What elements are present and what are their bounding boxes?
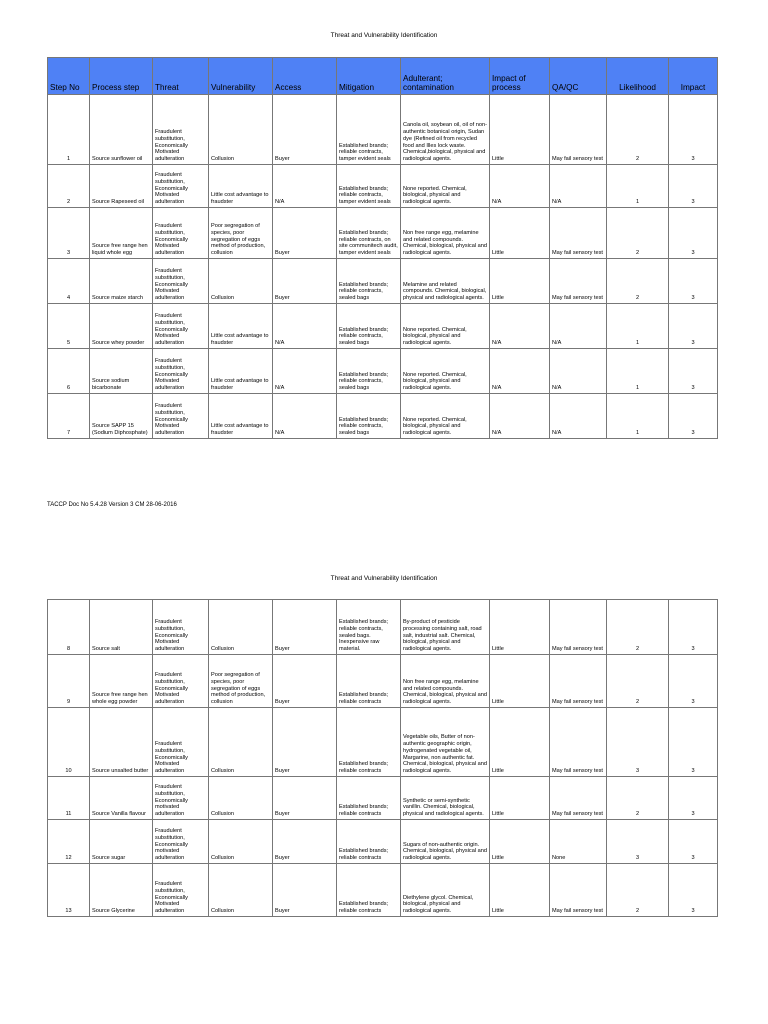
impact-of-process-cell: N/A	[490, 349, 550, 394]
adulterant-cell: Non free range egg, melamine and related compounds. Chemical, biological, physical and radiological agents.	[401, 208, 490, 259]
access-cell: Buyer	[273, 864, 337, 917]
impact-cell: 3	[669, 777, 718, 820]
qaqc-cell: May fail sensory test	[550, 259, 607, 304]
qaqc-cell: May fail sensory test	[550, 777, 607, 820]
mitigation-cell: Established brands; reliable contracts, tamper evident seals	[337, 165, 401, 208]
vulnerability-cell: Little cost advantage to fraudster	[209, 304, 273, 349]
likelihood-cell: 2	[607, 95, 669, 165]
threat-cell: Fraudulent substitution, Economically motivated adulteration	[153, 820, 209, 864]
threat-cell: Fraudulent substitution, Economically Motivated adulteration	[153, 95, 209, 165]
likelihood-cell: 1	[607, 394, 669, 439]
process-step-cell: Source free range hen liquid whole egg	[90, 208, 153, 259]
qaqc-cell: N/A	[550, 165, 607, 208]
table-row	[48, 349, 718, 394]
access-cell: Buyer	[273, 708, 337, 777]
process-step-cell: Source sodium bicarbonate	[90, 349, 153, 394]
access-cell: Buyer	[273, 208, 337, 259]
likelihood-cell: 2	[607, 864, 669, 917]
table-row	[48, 259, 718, 304]
step-no-cell: 5	[48, 304, 90, 349]
access-cell: Buyer	[273, 95, 337, 165]
qaqc-cell: N/A	[550, 304, 607, 349]
vulnerability-cell: Little cost advantage to fraudster	[209, 165, 273, 208]
threat-cell: Fraudulent substitution, Economically motivated adulteration	[153, 777, 209, 820]
threat-cell: Fraudulent substitution, Economically Motivated adulteration	[153, 259, 209, 304]
adulterant-cell: None reported. Chemical, biological, physical and radiological agents.	[401, 394, 490, 439]
vulnerability-cell: Collusion	[209, 820, 273, 864]
impact-of-process-cell: Little	[490, 600, 550, 655]
step-no-cell: 7	[48, 394, 90, 439]
col-impact: Impact	[669, 58, 718, 95]
threat-cell: Fraudulent substitution, Economically Motivated adulteration	[153, 165, 209, 208]
doc-footer: TACCP Doc No 5.4.28 Version 3 CM 28-06-2016	[47, 502, 177, 508]
qaqc-cell: May fail sensory test	[550, 864, 607, 917]
vulnerability-cell: Collusion	[209, 777, 273, 820]
threat-cell: Fraudulent substitution, Economically Motivated adulteration	[153, 708, 209, 777]
adulterant-cell: Melamine and related compounds. Chemical, biological, physical and radiological agents.	[401, 259, 490, 304]
threat-cell: Fraudulent substitution, Economically Motivated adulteration	[153, 600, 209, 655]
process-step-cell: Source sugar	[90, 820, 153, 864]
qaqc-cell: May fail sensory test	[550, 95, 607, 165]
impact-of-process-cell: Little	[490, 777, 550, 820]
adulterant-cell: None reported. Chemical, biological, physical and radiological agents.	[401, 165, 490, 208]
step-no-cell: 3	[48, 208, 90, 259]
impact-cell: 3	[669, 394, 718, 439]
mitigation-cell: Established brands; reliable contracts, sealed bags	[337, 259, 401, 304]
impact-cell: 3	[669, 259, 718, 304]
table-row	[48, 95, 718, 165]
access-cell: N/A	[273, 394, 337, 439]
threat-table-page2	[47, 599, 718, 917]
step-no-cell: 9	[48, 655, 90, 708]
step-no-cell: 2	[48, 165, 90, 208]
likelihood-cell: 1	[607, 304, 669, 349]
vulnerability-cell: Collusion	[209, 259, 273, 304]
table-row	[48, 600, 718, 655]
process-step-cell: Source maize starch	[90, 259, 153, 304]
vulnerability-cell: Little cost advantage to fraudster	[209, 394, 273, 439]
threat-cell: Fraudulent substitution, Economically Motivated adulteration	[153, 304, 209, 349]
likelihood-cell: 1	[607, 165, 669, 208]
access-cell: N/A	[273, 349, 337, 394]
impact-cell: 3	[669, 655, 718, 708]
impact-cell: 3	[669, 820, 718, 864]
impact-cell: 3	[669, 304, 718, 349]
threat-cell: Fraudulent substitution, Economically Motivated adulteration	[153, 349, 209, 394]
likelihood-cell: 2	[607, 777, 669, 820]
vulnerability-cell: Collusion	[209, 864, 273, 917]
vulnerability-cell: Collusion	[209, 600, 273, 655]
adulterant-cell: Sugars of non-authentic origin. Chemical, biological, physical and radiological agents.	[401, 820, 490, 864]
vulnerability-cell: Collusion	[209, 95, 273, 165]
adulterant-cell: None reported. Chemical, biological, physical and radiological agents.	[401, 304, 490, 349]
process-step-cell: Source SAPP 15 (Sodium Diphosphate)	[90, 394, 153, 439]
likelihood-cell: 1	[607, 349, 669, 394]
adulterant-cell: Non free range egg, melamine and related compounds. Chemical, biological, physical and radiological agents.	[401, 655, 490, 708]
impact-of-process-cell: N/A	[490, 165, 550, 208]
impact-of-process-cell: Little	[490, 208, 550, 259]
step-no-cell: 13	[48, 864, 90, 917]
table-row	[48, 820, 718, 864]
qaqc-cell: May fail sensory test	[550, 708, 607, 777]
qaqc-cell: May fail sensory test	[550, 655, 607, 708]
vulnerability-cell: Little cost advantage to fraudster	[209, 349, 273, 394]
mitigation-cell: Established brands; reliable contracts, sealed bags	[337, 394, 401, 439]
impact-of-process-cell: Little	[490, 259, 550, 304]
process-step-cell: Source unsalted butter	[90, 708, 153, 777]
access-cell: N/A	[273, 165, 337, 208]
mitigation-cell: Established brands; reliable contracts	[337, 655, 401, 708]
col-threat: Threat	[153, 58, 209, 95]
access-cell: N/A	[273, 304, 337, 349]
threat-cell: Fraudulent substitution, Economically Motivated adulteration	[153, 394, 209, 439]
impact-cell: 3	[669, 208, 718, 259]
adulterant-cell: Synthetic or semi-synthetic vanillin. Chemical, biological, physical and radiological agents.	[401, 777, 490, 820]
qaqc-cell: N/A	[550, 349, 607, 394]
col-adulterant: Adulterant; contamination	[401, 58, 490, 95]
process-step-cell: Source whey powder	[90, 304, 153, 349]
process-step-cell: Source Vanilla flavour	[90, 777, 153, 820]
col-impact-of-process: Impact of process	[490, 58, 550, 95]
threat-cell: Fraudulent substitution, Economically Motivated adulteration	[153, 655, 209, 708]
mitigation-cell: Established brands; reliable contracts	[337, 820, 401, 864]
process-step-cell: Source free range hen whole egg powder	[90, 655, 153, 708]
likelihood-cell: 2	[607, 655, 669, 708]
vulnerability-cell: Poor segregation of species, poor segregation of eggs method of production, collusion	[209, 655, 273, 708]
col-step-no: Step No	[48, 58, 90, 95]
table-row	[48, 304, 718, 349]
likelihood-cell: 2	[607, 259, 669, 304]
mitigation-cell: Established brands; reliable contracts, tamper evident seals	[337, 95, 401, 165]
mitigation-cell: Established brands; reliable contracts, on site communitech audit, tamper evident seals	[337, 208, 401, 259]
impact-cell: 3	[669, 165, 718, 208]
impact-cell: 3	[669, 708, 718, 777]
qaqc-cell: May fail sensory test	[550, 600, 607, 655]
table-row	[48, 208, 718, 259]
impact-of-process-cell: Little	[490, 95, 550, 165]
qaqc-cell: None	[550, 820, 607, 864]
col-qaqc: QA/QC	[550, 58, 607, 95]
access-cell: Buyer	[273, 820, 337, 864]
mitigation-cell: Established brands; reliable contracts	[337, 864, 401, 917]
impact-cell: 3	[669, 600, 718, 655]
mitigation-cell: Established brands; reliable contracts, sealed bags. Inexpensive raw material.	[337, 600, 401, 655]
step-no-cell: 8	[48, 600, 90, 655]
step-no-cell: 6	[48, 349, 90, 394]
table-row	[48, 708, 718, 777]
likelihood-cell: 2	[607, 208, 669, 259]
qaqc-cell: N/A	[550, 394, 607, 439]
threat-table-page1	[47, 57, 718, 439]
col-process-step: Process step	[90, 58, 153, 95]
adulterant-cell: Diethylene glycol. Chemical, biological, physical and radiological agents.	[401, 864, 490, 917]
adulterant-cell: Canola oil, soybean oil, oil of non-authentic botanical origin, Sudan dye (Refined oil from recycled food and Illes lock waste. Chemical,biological, physical and radiological agents.	[401, 95, 490, 165]
impact-of-process-cell: Little	[490, 655, 550, 708]
impact-cell: 3	[669, 349, 718, 394]
likelihood-cell: 3	[607, 708, 669, 777]
mitigation-cell: Established brands; reliable contracts	[337, 777, 401, 820]
process-step-cell: Source Glycerine	[90, 864, 153, 917]
impact-of-process-cell: Little	[490, 820, 550, 864]
adulterant-cell: None reported. Chemical, biological, physical and radiological agents.	[401, 349, 490, 394]
col-mitigation: Mitigation	[337, 58, 401, 95]
impact-cell: 3	[669, 864, 718, 917]
access-cell: Buyer	[273, 777, 337, 820]
vulnerability-cell: Poor segregation of species, poor segregation of eggs method of production, collusion	[209, 208, 273, 259]
page-title: Threat and Vulnerability Identification	[330, 32, 438, 39]
vulnerability-cell: Collusion	[209, 708, 273, 777]
threat-cell: Fraudulent substitution, Economically Motivated adulteration	[153, 864, 209, 917]
process-step-cell: Source sunflower oil	[90, 95, 153, 165]
step-no-cell: 12	[48, 820, 90, 864]
access-cell: Buyer	[273, 655, 337, 708]
impact-of-process-cell: N/A	[490, 304, 550, 349]
page-title-2: Threat and Vulnerability Identification	[330, 575, 438, 582]
adulterant-cell: By-product of pesticide processing containing salt, road salt, industrial salt. Chemical, biological, physical and radiological agents.	[401, 600, 490, 655]
threat-cell: Fraudulent substitution, Economically Motivated adulteration	[153, 208, 209, 259]
impact-of-process-cell: Little	[490, 708, 550, 777]
qaqc-cell: May fail sensory test	[550, 208, 607, 259]
table-row	[48, 165, 718, 208]
mitigation-cell: Established brands; reliable contracts, sealed bags	[337, 349, 401, 394]
step-no-cell: 1	[48, 95, 90, 165]
process-step-cell: Source Rapeseed oil	[90, 165, 153, 208]
table-row	[48, 394, 718, 439]
table-row	[48, 777, 718, 820]
step-no-cell: 4	[48, 259, 90, 304]
mitigation-cell: Established brands; reliable contracts	[337, 708, 401, 777]
access-cell: Buyer	[273, 259, 337, 304]
impact-cell: 3	[669, 95, 718, 165]
table-row	[48, 864, 718, 917]
col-vulnerability: Vulnerability	[209, 58, 273, 95]
col-likelihood: Likelihood	[607, 58, 669, 95]
process-step-cell: Source salt	[90, 600, 153, 655]
impact-of-process-cell: N/A	[490, 394, 550, 439]
table-row	[48, 655, 718, 708]
step-no-cell: 10	[48, 708, 90, 777]
adulterant-cell: Vegetable oils, Butter of non-authentic geographic origin, hydrogenated vegetable oil, Margarine, non authentic fat. Chemical, biological, physical and radiological agents.	[401, 708, 490, 777]
likelihood-cell: 2	[607, 600, 669, 655]
access-cell: Buyer	[273, 600, 337, 655]
col-access: Access	[273, 58, 337, 95]
header-row	[48, 58, 718, 95]
likelihood-cell: 3	[607, 820, 669, 864]
impact-of-process-cell: Little	[490, 864, 550, 917]
mitigation-cell: Established brands; reliable contracts, sealed bags	[337, 304, 401, 349]
step-no-cell: 11	[48, 777, 90, 820]
